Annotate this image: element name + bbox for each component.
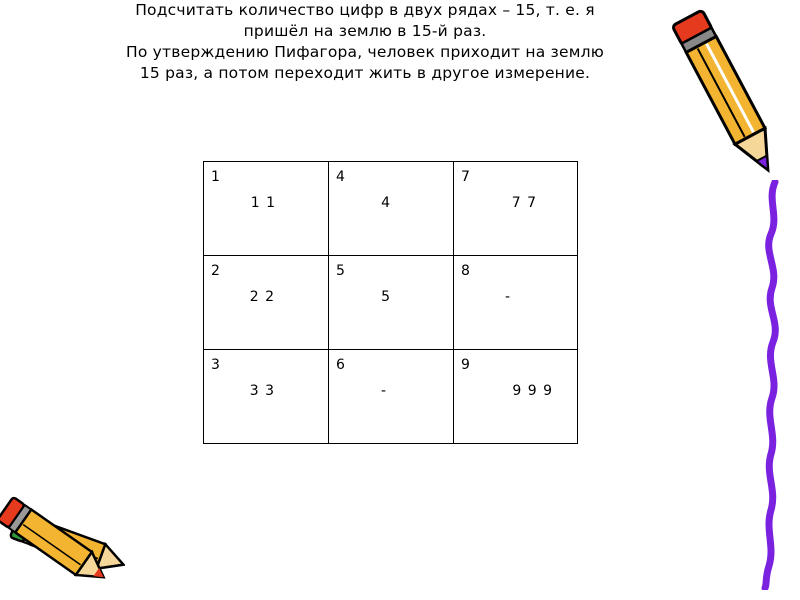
cell-digits: 5 (381, 289, 391, 305)
pythagoras-square (203, 161, 578, 444)
cell-digits: - (504, 289, 511, 305)
cell-digits: 4 (381, 195, 391, 211)
cell-number: 2 (211, 263, 220, 279)
title-line-1: Подсчитать количество цифр в двух рядах – 15, т. е. я (135, 1, 595, 19)
grid-cell (204, 162, 329, 256)
grid-row (204, 256, 578, 350)
cell-digits: 2 2 (249, 289, 275, 305)
cell-number: 7 (461, 169, 470, 185)
cell-number: 6 (336, 357, 345, 373)
crossed-pencils-icon (0, 482, 125, 597)
grid-cell (329, 162, 454, 256)
title-line-4: 15 раз, а потом переходит жить в другое измерение. (139, 64, 591, 82)
cell-number: 1 (211, 169, 220, 185)
cell-digits: 7 7 (511, 195, 537, 211)
grid-cell (329, 350, 454, 444)
grid-row (204, 162, 578, 256)
title-line-3: По утверждению Пифагора, человек приходит на землю (126, 43, 604, 61)
grid-cell (454, 162, 578, 256)
cell-digits: 1 1 (250, 195, 276, 211)
cell-digits: 9 9 9 (512, 383, 553, 399)
title-text (40, 0, 690, 84)
cell-number: 4 (336, 169, 345, 185)
grid-cell (329, 256, 454, 350)
grid-row (204, 350, 578, 444)
title-line-2: пришёл на землю в 15-й раз. (243, 22, 487, 40)
grid-cell (204, 350, 329, 444)
grid-cell (454, 350, 578, 444)
cell-number: 9 (461, 357, 470, 373)
pencil-icon (668, 2, 788, 192)
cell-number: 3 (211, 357, 220, 373)
cell-number: 8 (461, 263, 470, 279)
grid-cell (204, 256, 329, 350)
cell-digits: 3 3 (249, 383, 275, 399)
grid-cell (454, 256, 578, 350)
squiggle-line (745, 180, 795, 590)
cell-digits: - (380, 383, 387, 399)
cell-number: 5 (336, 263, 345, 279)
